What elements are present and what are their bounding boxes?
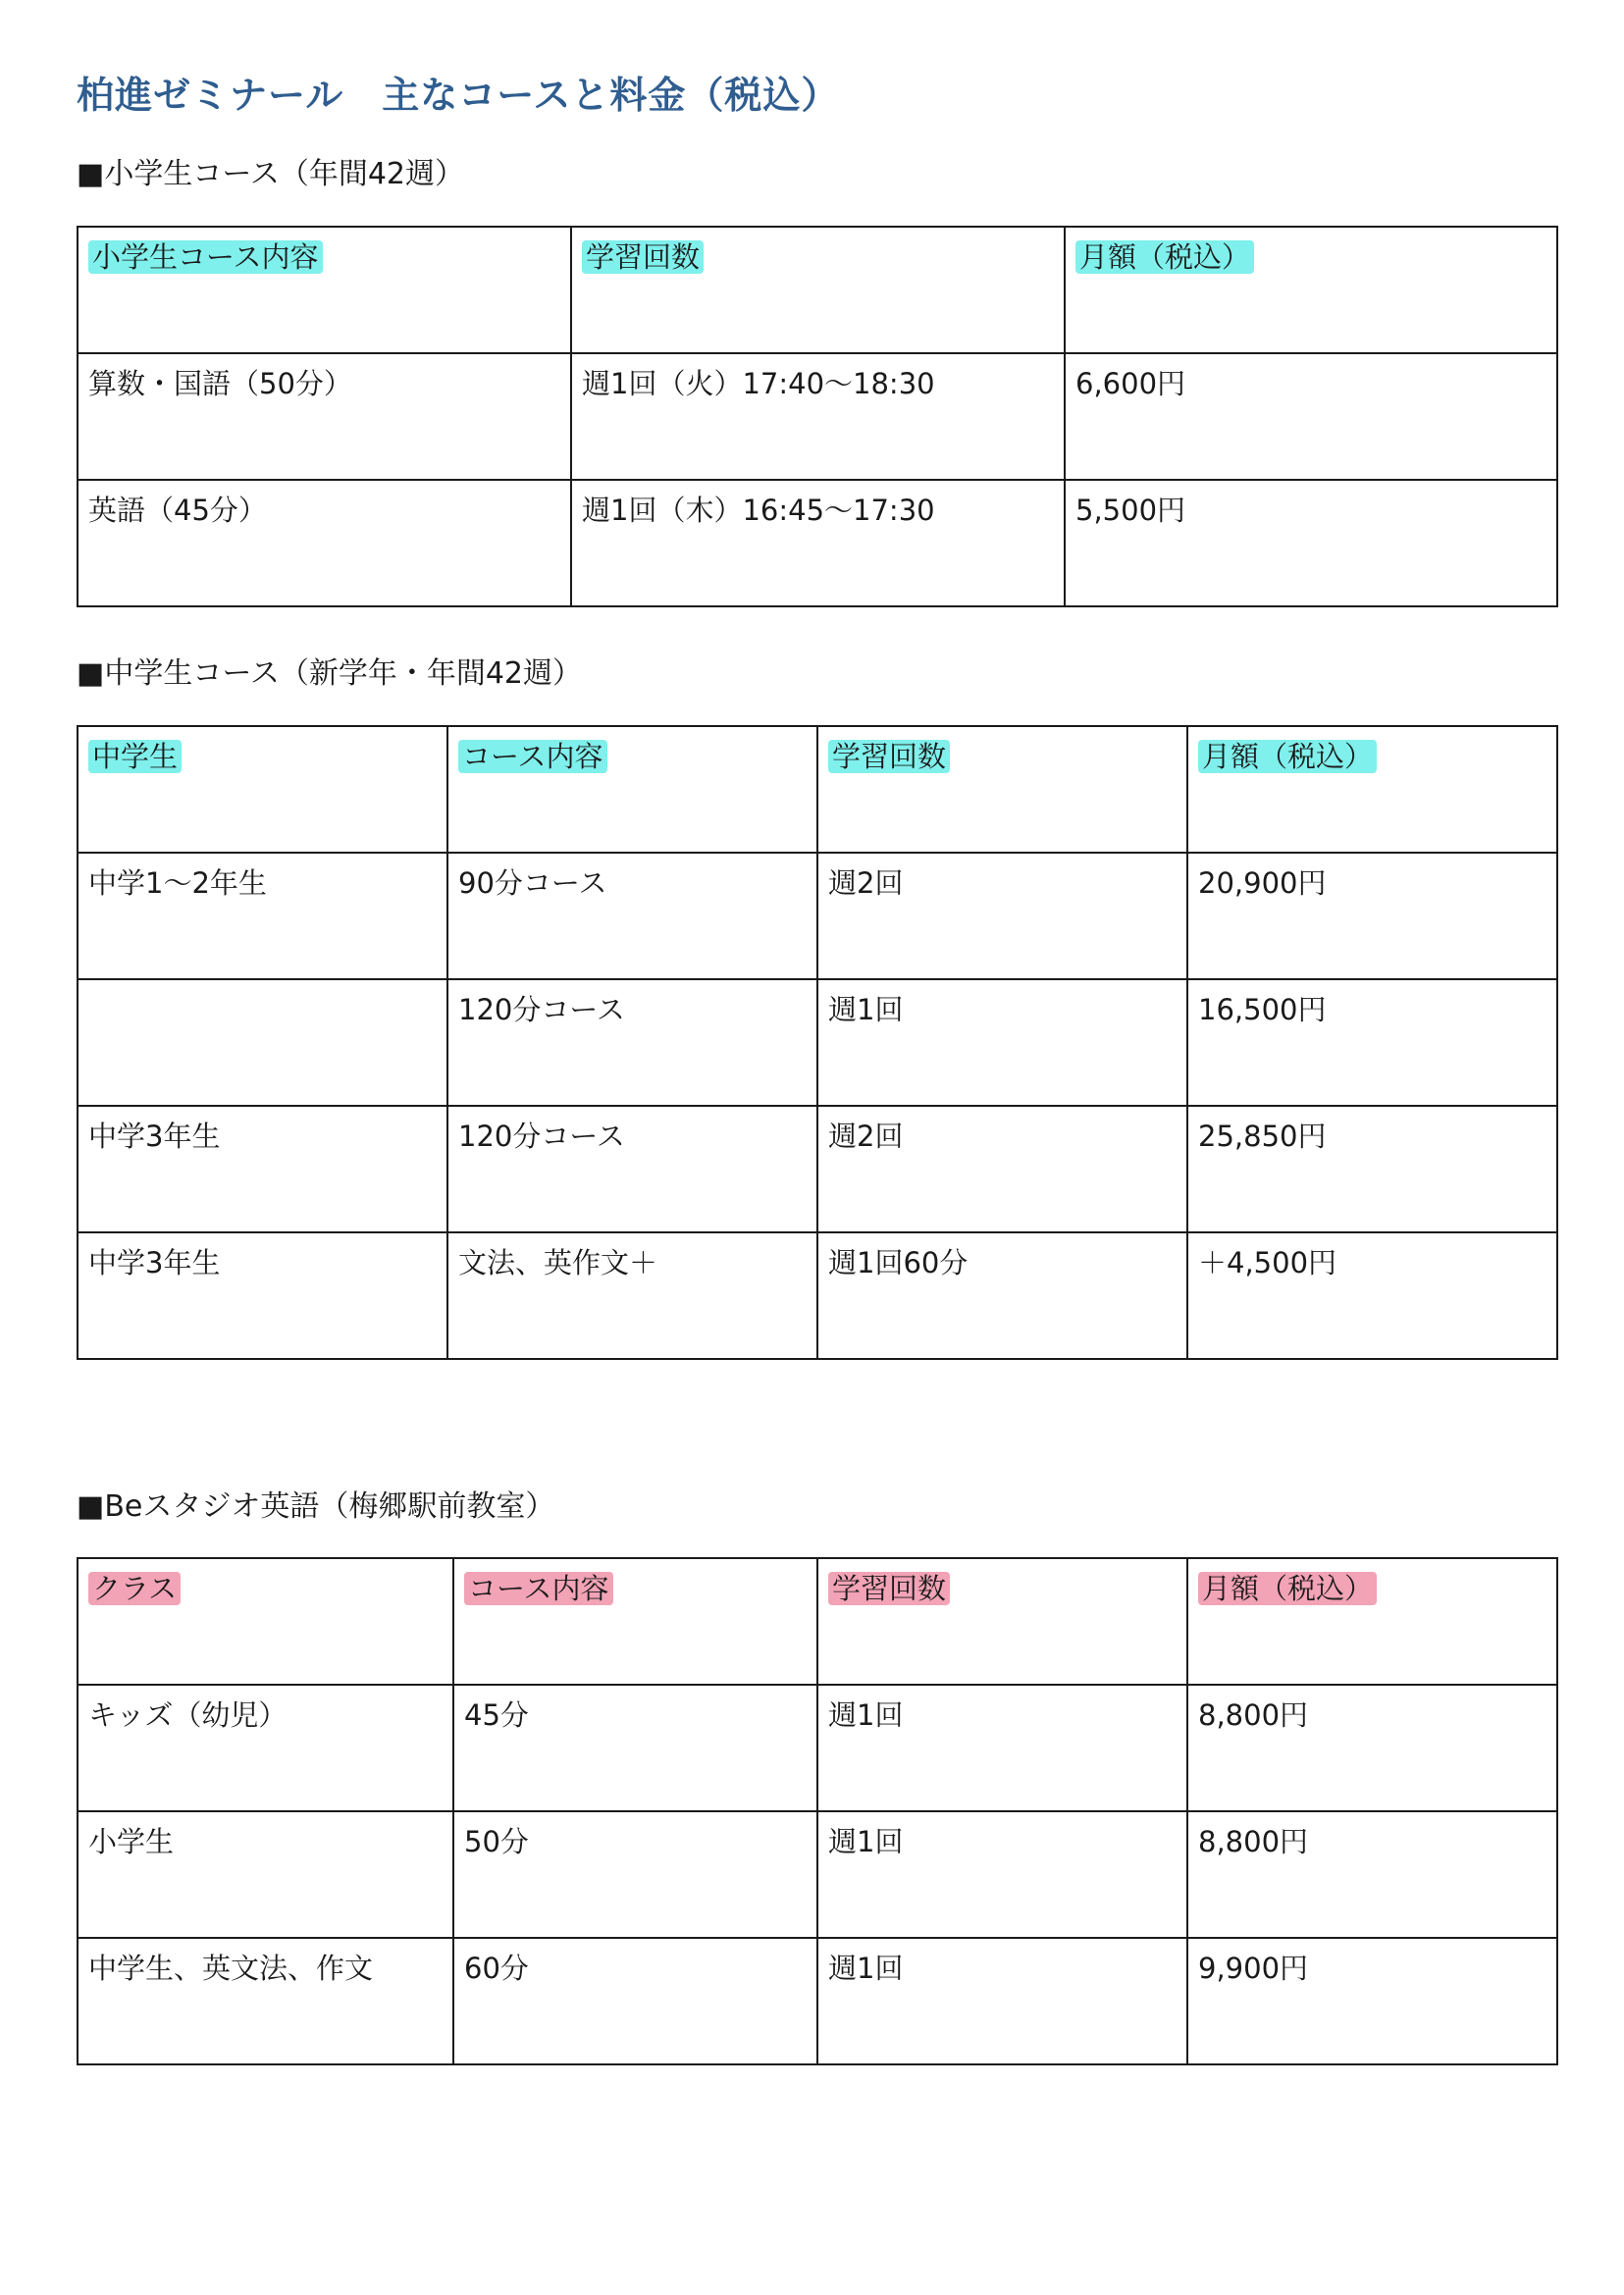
section-heading-be-studio: ■Beスタジオ英語（梅郷駅前教室） [77, 1489, 555, 1524]
table-header-row [78, 726, 1557, 853]
table-header-cell: コース内容 [453, 1558, 817, 1685]
table-cell: 小学生 [78, 1811, 453, 1938]
table-cell [78, 979, 447, 1106]
table-cell: 25,850円 [1187, 1106, 1557, 1232]
table-row [78, 353, 1557, 480]
table-cell: 週1回 [817, 979, 1187, 1106]
elementary-course-table [77, 226, 1558, 607]
table-cell: 60分 [453, 1938, 817, 2064]
table-row [78, 1106, 1557, 1232]
table-cell: ＋4,500円 [1187, 1232, 1557, 1359]
table-row [78, 1685, 1557, 1811]
table-row [78, 480, 1557, 606]
table-cell: 9,900円 [1187, 1938, 1557, 2064]
table-cell: 中学生、英文法、作文 [78, 1938, 453, 2064]
table-cell: 週1回（火）17:40〜18:30 [571, 353, 1065, 480]
table-header-cell: 学習回数 [571, 227, 1065, 353]
table-cell: 20,900円 [1187, 853, 1557, 979]
section-heading-junior-high: ■中学生コース（新学年・年間42週） [77, 656, 583, 691]
table-cell: 中学3年生 [78, 1106, 447, 1232]
table-cell: 45分 [453, 1685, 817, 1811]
table-cell: 90分コース [447, 853, 817, 979]
table-header-cell: 中学生 [78, 726, 447, 853]
table-row [78, 1811, 1557, 1938]
table-header-cell: 学習回数 [817, 1558, 1187, 1685]
table-row [78, 1232, 1557, 1359]
table-cell: 週2回 [817, 1106, 1187, 1232]
table-cell: 週1回 [817, 1685, 1187, 1811]
table-row [78, 1938, 1557, 2064]
be-studio-course-table [77, 1557, 1558, 2065]
table-header-row [78, 1558, 1557, 1685]
table-cell: 6,600円 [1065, 353, 1557, 480]
table-cell: 16,500円 [1187, 979, 1557, 1106]
table-cell: 週2回 [817, 853, 1187, 979]
page-title: 柏進ゼミナール 主なコースと料金（税込） [77, 74, 840, 117]
table-cell: 中学1〜2年生 [78, 853, 447, 979]
table-header-cell: 月額（税込） [1187, 726, 1557, 853]
table-cell: 5,500円 [1065, 480, 1557, 606]
table-cell: 週1回（木）16:45〜17:30 [571, 480, 1065, 606]
table-cell: 週1回 [817, 1811, 1187, 1938]
table-cell: 120分コース [447, 1106, 817, 1232]
table-header-row [78, 227, 1557, 353]
table-cell: 中学3年生 [78, 1232, 447, 1359]
table-header-cell: コース内容 [447, 726, 817, 853]
table-cell: 週1回60分 [817, 1232, 1187, 1359]
table-cell: 8,800円 [1187, 1685, 1557, 1811]
table-cell: キッズ（幼児） [78, 1685, 453, 1811]
table-cell: 週1回 [817, 1938, 1187, 2064]
section-heading-elementary: ■小学生コース（年間42週） [77, 157, 465, 191]
table-header-cell: 学習回数 [817, 726, 1187, 853]
table-cell: 8,800円 [1187, 1811, 1557, 1938]
table-row [78, 979, 1557, 1106]
table-row [78, 853, 1557, 979]
table-cell: 50分 [453, 1811, 817, 1938]
table-cell: 120分コース [447, 979, 817, 1106]
table-cell: 英語（45分） [78, 480, 571, 606]
junior-high-course-table [77, 725, 1558, 1360]
table-header-cell: 月額（税込） [1065, 227, 1557, 353]
table-header-cell: クラス [78, 1558, 453, 1685]
table-header-cell: 月額（税込） [1187, 1558, 1557, 1685]
table-header-cell: 小学生コース内容 [78, 227, 571, 353]
table-cell: 文法、英作文＋ [447, 1232, 817, 1359]
table-cell: 算数・国語（50分） [78, 353, 571, 480]
